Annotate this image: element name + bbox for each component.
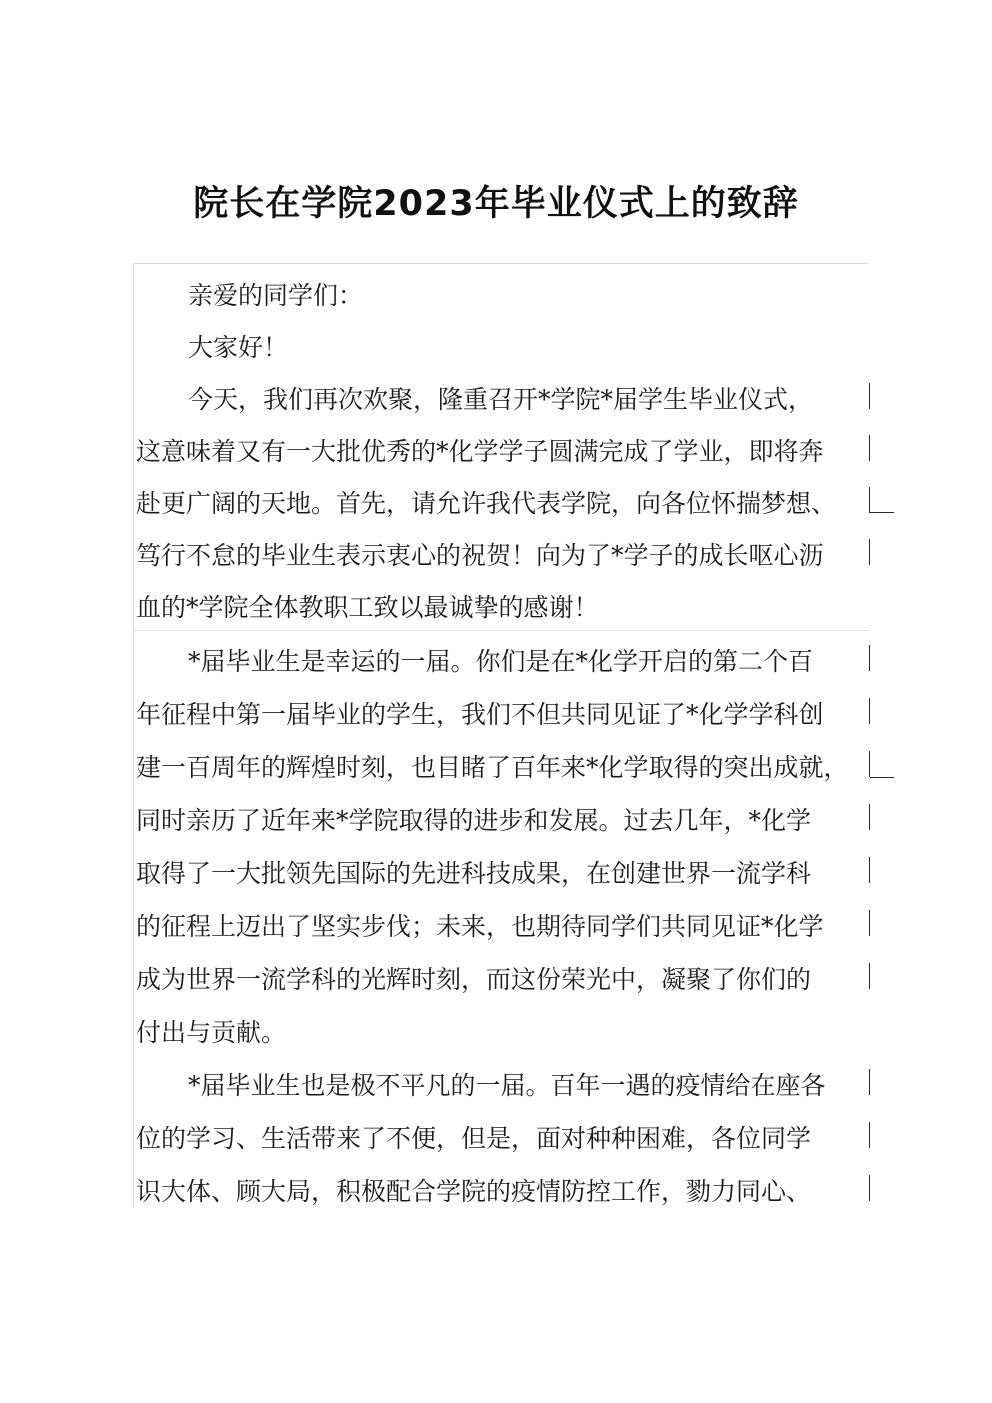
- margin-extension-mark: [870, 777, 894, 778]
- margin-tick: [869, 698, 870, 724]
- margin-tick: [869, 1069, 870, 1095]
- body-line: 这意味着又有一大批优秀的*化学学子圆满完成了学业，即将奔: [136, 437, 824, 466]
- margin-tick: [869, 487, 870, 513]
- body-line: 识大体、顾大局，积极配合学院的疫情防控工作，勠力同心、: [136, 1177, 812, 1206]
- margin-tick: [869, 645, 870, 671]
- body-line: 今天，我们再次欢聚，隆重召开*学院*届学生毕业仪式，: [188, 385, 814, 414]
- body-line: 成为世界一流学科的光辉时刻，而这份荣光中，凝聚了你们的: [136, 965, 812, 994]
- frame-left-border: [133, 263, 134, 1208]
- body-line: 血的*学院全体教职工致以最诚挚的感谢！: [136, 593, 599, 622]
- body-line: 付出与贡献。: [136, 1018, 287, 1047]
- margin-tick: [869, 963, 870, 989]
- body-line: *届毕业生是幸运的一届。你们是在*化学开启的第二个百: [188, 647, 814, 676]
- body-line: 大家好！: [188, 333, 289, 362]
- body-line: 同时亲历了近年来*学院取得的进步和发展。过去几年，*化学: [136, 806, 812, 835]
- margin-tick: [869, 539, 870, 565]
- body-line: 的征程上迈出了坚实步伐；未来，也期待同学们共同见证*化学: [136, 912, 824, 941]
- margin-tick: [869, 383, 870, 409]
- margin-tick: [869, 435, 870, 461]
- body-line: 年征程中第一届毕业的学生，我们不但共同见证了*化学学科创: [136, 700, 824, 729]
- document-title: 院长在学院2023年毕业仪式上的致辞: [193, 184, 799, 224]
- body-line: 赴更广阔的天地。首先，请允许我代表学院，向各位怀揣梦想、: [136, 489, 837, 518]
- body-line: 位的学习、生活带来了不便，但是，面对种种困难，各位同学: [136, 1124, 812, 1153]
- body-line: 笃行不怠的毕业生表示衷心的祝贺！向为了*学子的成长呕心沥: [136, 541, 824, 570]
- body-line: 建一百周年的辉煌时刻，也目睹了百年来*化学取得的突出成就，: [136, 753, 849, 782]
- body-line: 取得了一大批领先国际的先进科技成果，在创建世界一流学科: [136, 859, 812, 888]
- margin-tick: [869, 1175, 870, 1201]
- margin-tick: [869, 857, 870, 883]
- margin-tick: [869, 910, 870, 936]
- margin-extension-mark: [870, 512, 894, 513]
- body-line: *届毕业生也是极不平凡的一届。百年一遇的疫情给在座各: [188, 1071, 826, 1100]
- body-line: 亲爱的同学们：: [188, 281, 364, 310]
- margin-tick: [869, 804, 870, 830]
- margin-tick: [869, 751, 870, 777]
- frame-top-border: [133, 263, 869, 264]
- margin-tick: [869, 1122, 870, 1148]
